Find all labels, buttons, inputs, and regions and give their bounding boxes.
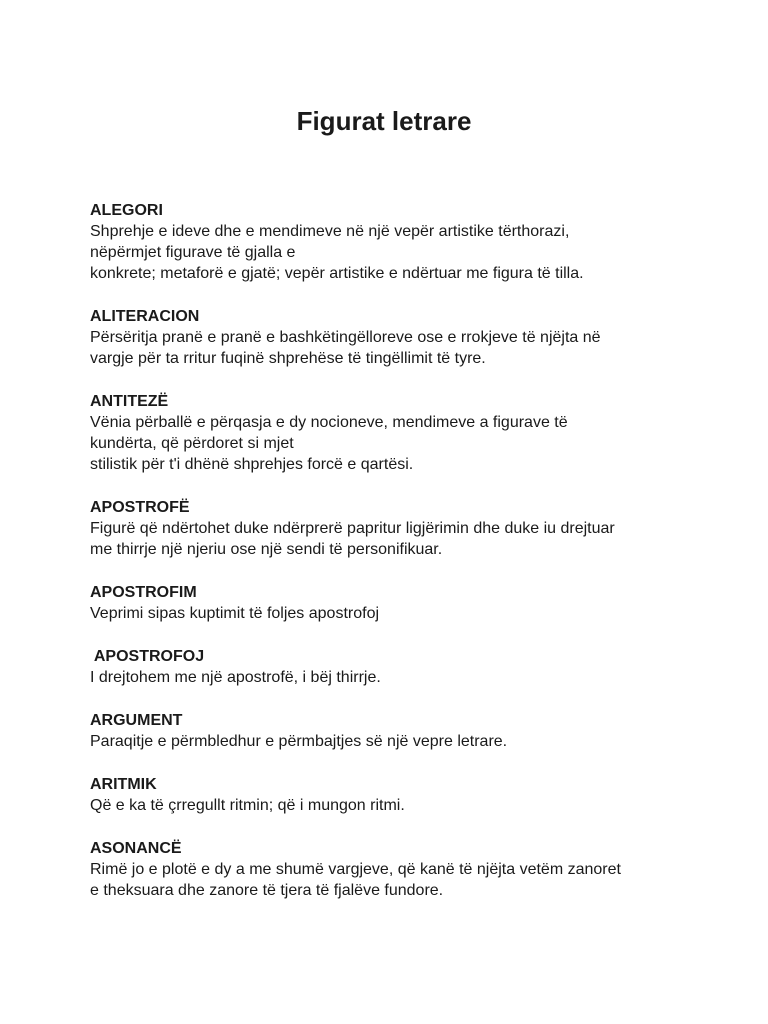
glossary-definition	[90, 603, 690, 624]
definition-line: Figurë që ndërtohet duke ndërprerë papritur ligjërimin dhe duke iu drejtuar	[90, 520, 615, 537]
glossary-entry	[90, 306, 690, 369]
definition-line: Vënia përballë e përqasja e dy nocioneve, mendimeve a figurave të	[90, 414, 568, 431]
definition-line: Që e ka të çrregullt ritmin; që i mungon ritmi.	[90, 797, 405, 814]
glossary-definition	[90, 412, 690, 475]
glossary-entry	[90, 582, 690, 624]
definition-line: nëpërmjet figurave të gjalla e	[90, 244, 296, 261]
definition-line: Shprehje e ideve dhe e mendimeve në një vepër artistike tërthorazi,	[90, 223, 570, 240]
definition-line: Paraqitje e përmbledhur e përmbajtjes së një vepre letrare.	[90, 733, 508, 750]
glossary-entry	[90, 497, 690, 560]
glossary-term: APOSTROFË	[90, 499, 190, 516]
glossary-definition	[90, 859, 690, 901]
glossary-entry	[90, 391, 690, 475]
glossary-term: ANTITEZË	[90, 393, 169, 410]
glossary-definition	[90, 667, 690, 688]
glossary-term: ALITERACION	[90, 308, 200, 325]
glossary-definition	[90, 327, 690, 369]
definition-line: Veprimi sipas kuptimit të foljes apostrofoj	[90, 605, 380, 622]
definition-line: Përsëritja pranë e pranë e bashkëtingëlloreve ose e rrokjeve të njëjta në	[90, 329, 601, 346]
glossary-entry	[90, 774, 690, 816]
glossary-definition	[90, 795, 690, 816]
glossary-definition	[90, 518, 690, 560]
glossary-term: APOSTROFOJ	[90, 648, 205, 665]
definition-line: konkrete; metaforë e gjatë; vepër artistike e ndërtuar me figura të tilla.	[90, 265, 584, 282]
definition-line: stilistik për t'i dhënë shprehjes forcë e qartësi.	[90, 456, 414, 473]
glossary-entry	[90, 710, 690, 752]
glossary-term: APOSTROFIM	[90, 584, 197, 601]
glossary-term: ARITMIK	[90, 776, 157, 793]
glossary-definition	[90, 731, 690, 752]
glossary-definition	[90, 221, 690, 284]
glossary-list	[90, 200, 690, 923]
glossary-entry	[90, 646, 690, 688]
definition-line: Rimë jo e plotë e dy a me shumë vargjeve, që kanë të njëjta vetëm zanoret	[90, 861, 621, 878]
glossary-entry	[90, 838, 690, 901]
definition-line: e theksuara dhe zanore të tjera të fjalëve fundore.	[90, 882, 444, 899]
glossary-term: ASONANCË	[90, 840, 182, 857]
page-title: Figurat letrare	[296, 106, 472, 136]
definition-line: vargje për ta rritur fuqinë shprehëse të tingëllimit të tyre.	[90, 350, 486, 367]
glossary-term: ALEGORI	[90, 202, 163, 219]
definition-line: kundërta, që përdoret si mjet	[90, 435, 294, 452]
glossary-entry	[90, 200, 690, 284]
glossary-term: ARGUMENT	[90, 712, 183, 729]
definition-line: me thirrje një njeriu ose një sendi të personifikuar.	[90, 541, 443, 558]
definition-line: I drejtohem me një apostrofë, i bëj thirrje.	[90, 669, 381, 686]
